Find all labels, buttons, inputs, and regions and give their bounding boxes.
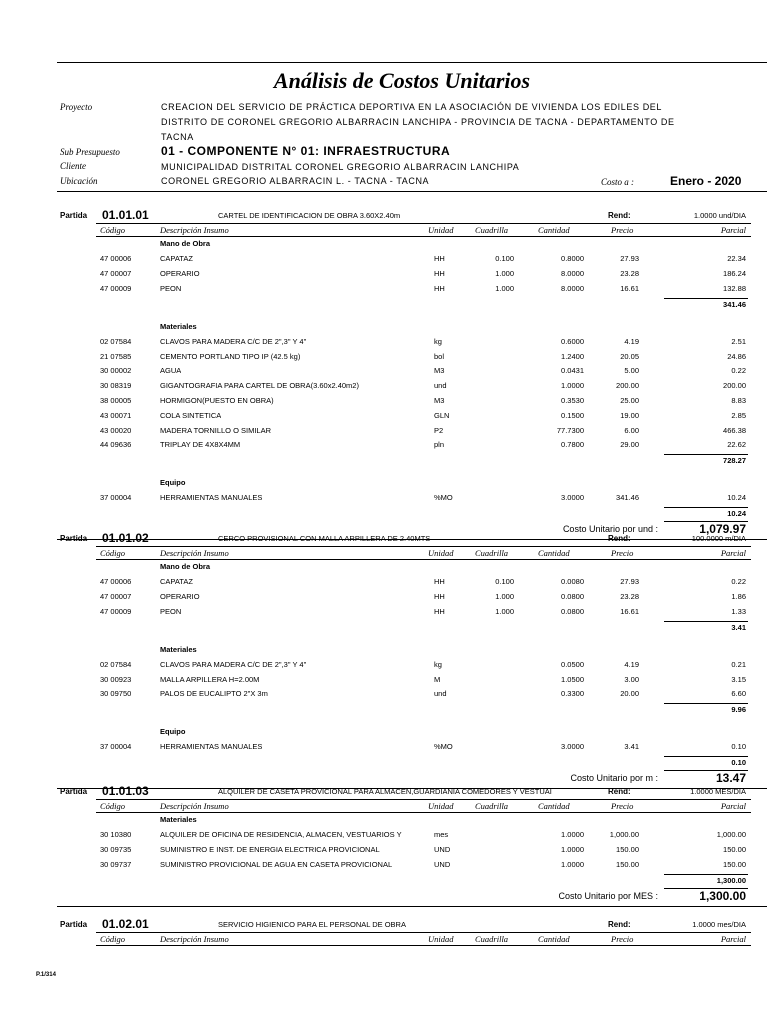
cliente-value: MUNICIPALIDAD DISTRITAL CORONEL GREGORIO ALBARRACIN LANCHIPA bbox=[161, 162, 520, 172]
column-precio: Precio bbox=[611, 548, 634, 558]
insumo-cantidad: 1.0000 bbox=[561, 381, 584, 391]
rend-label: Rend: bbox=[608, 920, 631, 929]
column-precio: Precio bbox=[611, 225, 634, 235]
column-cuadrilla: Cuadrilla bbox=[475, 934, 509, 944]
insumo-parcial: 24.86 bbox=[727, 351, 746, 361]
insumo-cuadrilla: 1.000 bbox=[495, 283, 514, 293]
insumo-unit: M3 bbox=[434, 366, 445, 376]
insumo-description: MALLA ARPILLERA H=2.00M bbox=[160, 674, 260, 684]
insumo-description: HERRAMIENTAS MANUALES bbox=[160, 742, 263, 752]
column-descripcion: Descripción Insumo bbox=[160, 801, 229, 811]
column-precio: Precio bbox=[611, 801, 634, 811]
subpresupuesto-label: Sub Presupuesto bbox=[60, 147, 120, 157]
column-header-top-rule bbox=[96, 799, 751, 800]
partida-description: CARTEL DE IDENTIFICACION DE OBRA 3.60X2.40m bbox=[218, 211, 401, 220]
insumo-description: OPERARIO bbox=[160, 269, 200, 279]
rend-value: 1.0000 mes/DIA bbox=[692, 920, 746, 929]
insumo-parcial: 150.00 bbox=[723, 859, 746, 869]
rend-value: 100.0000 m/DIA bbox=[691, 534, 746, 543]
insumo-description: GIGANTOGRAFIA PARA CARTEL DE OBRA(3.60x2.40m2) bbox=[160, 381, 359, 391]
insumo-description: CAPATAZ bbox=[160, 254, 193, 264]
partida-label: Partida bbox=[60, 211, 88, 220]
insumo-parcial: 1.86 bbox=[731, 592, 746, 602]
column-parcial: Parcial bbox=[720, 934, 746, 944]
partida-label: Partida bbox=[60, 787, 88, 796]
rend-value: 1.0000 MES/DIA bbox=[690, 787, 746, 796]
insumo-parcial: 186.24 bbox=[723, 269, 746, 279]
insumo-cantidad: 8.0000 bbox=[561, 283, 584, 293]
insumo-cantidad: 1.2400 bbox=[561, 351, 584, 361]
subpresupuesto-value: 01 - COMPONENTE N° 01: INFRAESTRUCTURA bbox=[161, 144, 451, 158]
insumo-description: HORMIGON(PUESTO EN OBRA) bbox=[160, 396, 274, 405]
section-title: Materiales bbox=[160, 815, 197, 824]
subtotal-rule bbox=[664, 621, 748, 622]
insumo-description: ALQUILER DE OFICINA DE RESIDENCIA, ALMACEN, VESTUARIOS Y bbox=[160, 830, 402, 840]
insumo-unit: und bbox=[434, 381, 447, 391]
proyecto-line-2: DISTRITO DE CORONEL GREGORIO ALBARRACIN LANCHIPA - PROVINCIA DE TACNA - DEPARTAMENTO DE bbox=[161, 117, 675, 127]
column-cantidad: Cantidad bbox=[538, 548, 570, 558]
unit-cost-value: 1,300.00 bbox=[699, 888, 746, 903]
column-parcial: Parcial bbox=[720, 548, 746, 558]
column-header-bottom-rule bbox=[96, 812, 751, 813]
page-number: P.1/314 bbox=[36, 972, 56, 978]
insumo-code: 47 00007 bbox=[100, 269, 132, 279]
insumo-cantidad: 0.0500 bbox=[561, 659, 584, 669]
top-rule bbox=[57, 62, 767, 63]
proyecto-label: Proyecto bbox=[60, 102, 93, 112]
subtotal-rule bbox=[664, 454, 748, 455]
partida-description: CERCO PROVISIONAL CON MALLA ARPILLERA DE 2.40MTS bbox=[218, 534, 431, 543]
insumo-unit: HH bbox=[434, 606, 445, 616]
insumo-unit: kg bbox=[434, 336, 442, 346]
insumo-precio: 4.19 bbox=[624, 336, 639, 346]
insumo-parcial: 132.88 bbox=[723, 283, 746, 293]
insumo-cantidad: 8.0000 bbox=[561, 269, 584, 279]
insumo-code: 47 00006 bbox=[100, 577, 132, 587]
insumo-parcial: 6.60 bbox=[731, 689, 746, 699]
insumo-code: 47 00009 bbox=[100, 606, 132, 616]
header-bottom-rule bbox=[57, 191, 767, 192]
insumo-cantidad: 3.0000 bbox=[561, 493, 584, 503]
insumo-description: COLA SINTETICA bbox=[160, 410, 222, 420]
insumo-description: CLAVOS PARA MADERA C/C DE 2",3" Y 4" bbox=[160, 336, 307, 346]
insumo-cuadrilla: 0.100 bbox=[495, 577, 514, 587]
insumo-cantidad: 77.7300 bbox=[556, 425, 584, 435]
section-subtotal: 728.27 bbox=[723, 456, 746, 466]
section-title: Materiales bbox=[160, 644, 197, 654]
proyecto-line-3: TACNA bbox=[161, 132, 194, 142]
insumo-precio: 1,000.00 bbox=[609, 830, 639, 840]
insumo-cantidad: 0.0800 bbox=[561, 592, 584, 602]
column-codigo: Código bbox=[100, 801, 126, 811]
insumo-description: SUMINISTRO E INST. DE ENERGIA ELECTRICA PROVICIONAL bbox=[160, 845, 380, 855]
insumo-description: PEON bbox=[160, 283, 182, 293]
column-cuadrilla: Cuadrilla bbox=[475, 548, 509, 558]
unit-cost-value: 13.47 bbox=[715, 770, 746, 785]
unit-cost-label: Costo Unitario por und : bbox=[562, 523, 658, 534]
rend-value: 1.0000 und/DIA bbox=[693, 211, 746, 220]
rend-label: Rend: bbox=[608, 534, 631, 543]
partida-code: 01.02.01 bbox=[102, 917, 149, 931]
insumo-precio: 20.00 bbox=[620, 689, 639, 699]
section-subtotal: 10.24 bbox=[727, 509, 746, 519]
column-cantidad: Cantidad bbox=[538, 225, 570, 235]
costo-a-label: Costo a : bbox=[601, 177, 635, 187]
insumo-cantidad: 0.0431 bbox=[561, 366, 584, 376]
column-header-top-rule bbox=[96, 546, 751, 547]
insumo-description: CLAVOS PARA MADERA C/C DE 2",3" Y 4" bbox=[160, 659, 307, 669]
subtotal-rule bbox=[664, 703, 748, 704]
insumo-description: CEMENTO PORTLAND TIPO IP (42.5 kg) bbox=[160, 351, 301, 361]
section-title: Materiales bbox=[160, 321, 197, 331]
insumo-precio: 27.93 bbox=[620, 577, 639, 587]
column-unidad: Unidad bbox=[428, 801, 454, 811]
section-subtotal: 3.41 bbox=[731, 622, 746, 632]
insumo-parcial: 200.00 bbox=[723, 381, 746, 391]
insumo-unit: HH bbox=[434, 592, 445, 602]
insumo-unit: M3 bbox=[434, 396, 445, 405]
insumo-cantidad: 1.0000 bbox=[561, 845, 584, 855]
document-title: Análisis de Costos Unitarios bbox=[273, 68, 531, 93]
insumo-code: 30 10380 bbox=[100, 830, 132, 840]
insumo-cantidad: 0.0080 bbox=[561, 577, 584, 587]
section-subtotal: 341.46 bbox=[723, 299, 746, 309]
insumo-parcial: 3.15 bbox=[731, 674, 746, 684]
column-cuadrilla: Cuadrilla bbox=[475, 225, 509, 235]
column-unidad: Unidad bbox=[428, 934, 454, 944]
proyecto-line-1: CREACION DEL SERVICIO DE PRÁCTICA DEPORTIVA EN LA ASOCIACIÓN DE VIVIENDA LOS EDILES DEL bbox=[161, 102, 662, 112]
insumo-unit: mes bbox=[434, 830, 449, 840]
ubicacion-value: CORONEL GREGORIO ALBARRACIN L. - TACNA - TACNA bbox=[161, 176, 430, 186]
partida-description: SERVICIO HIGIENICO PARA EL PERSONAL DE OBRA bbox=[218, 920, 406, 929]
insumo-precio: 200.00 bbox=[616, 381, 639, 391]
column-codigo: Código bbox=[100, 548, 126, 558]
section-title: Mano de Obra bbox=[160, 239, 211, 248]
insumo-precio: 3.00 bbox=[624, 674, 639, 684]
insumo-cantidad: 0.0800 bbox=[561, 606, 584, 616]
insumo-parcial: 1.33 bbox=[731, 606, 746, 616]
insumo-description: OPERARIO bbox=[160, 592, 200, 602]
insumo-code: 30 00923 bbox=[100, 674, 132, 684]
insumo-description: HERRAMIENTAS MANUALES bbox=[160, 493, 263, 503]
insumo-precio: 16.61 bbox=[620, 283, 639, 293]
insumo-unit: HH bbox=[434, 269, 445, 279]
insumo-description: AGUA bbox=[160, 366, 182, 376]
insumo-unit: pln bbox=[434, 440, 445, 450]
insumo-precio: 150.00 bbox=[616, 859, 639, 869]
rend-label: Rend: bbox=[608, 787, 631, 796]
fecha-value: Enero - 2020 bbox=[670, 174, 742, 188]
insumo-code: 21 07585 bbox=[100, 351, 132, 361]
column-descripcion: Descripción Insumo bbox=[160, 934, 229, 944]
insumo-cantidad: 0.7800 bbox=[561, 440, 584, 450]
insumo-cantidad: 1.0000 bbox=[561, 859, 584, 869]
insumo-parcial: 0.22 bbox=[731, 366, 746, 376]
insumo-precio: 4.19 bbox=[624, 659, 639, 669]
insumo-code: 02 07584 bbox=[100, 336, 132, 346]
insumo-parcial: 10.24 bbox=[727, 493, 746, 503]
insumo-precio: 341.46 bbox=[616, 493, 639, 503]
section-subtotal: 0.10 bbox=[731, 758, 746, 768]
column-precio: Precio bbox=[611, 934, 634, 944]
insumo-unit: P2 bbox=[434, 425, 444, 435]
insumo-code: 44 09636 bbox=[100, 440, 132, 450]
insumo-code: 30 00002 bbox=[100, 366, 132, 376]
insumo-cantidad: 1.0500 bbox=[561, 674, 584, 684]
unit-cost-label: Costo Unitario por MES : bbox=[558, 890, 658, 901]
insumo-precio: 25.00 bbox=[620, 396, 639, 405]
partida-code: 01.01.01 bbox=[102, 208, 149, 222]
insumo-description: CAPATAZ bbox=[160, 577, 193, 587]
insumo-unit: bol bbox=[434, 351, 445, 361]
insumo-unit: HH bbox=[434, 577, 445, 587]
insumo-code: 43 00020 bbox=[100, 425, 132, 435]
insumo-cuadrilla: 1.000 bbox=[495, 269, 514, 279]
subtotal-rule bbox=[664, 874, 748, 875]
insumo-parcial: 0.10 bbox=[731, 742, 746, 752]
insumo-parcial: 150.00 bbox=[723, 845, 746, 855]
insumo-description: SUMINISTRO PROVICIONAL DE AGUA EN CASETA PROVICIONAL bbox=[160, 859, 393, 869]
insumo-code: 30 09737 bbox=[100, 859, 132, 869]
column-descripcion: Descripción Insumo bbox=[160, 548, 229, 558]
subtotal-rule bbox=[664, 756, 748, 757]
insumo-unit: kg bbox=[434, 659, 442, 669]
insumo-code: 30 09735 bbox=[100, 845, 132, 855]
insumo-precio: 29.00 bbox=[620, 440, 639, 450]
insumo-parcial: 2.85 bbox=[731, 410, 746, 420]
partida-code: 01.01.03 bbox=[102, 784, 149, 798]
insumo-precio: 16.61 bbox=[620, 606, 639, 616]
insumo-precio: 27.93 bbox=[620, 254, 639, 264]
partida-label: Partida bbox=[60, 534, 88, 543]
partida-code: 01.01.02 bbox=[102, 531, 149, 545]
partida-separator bbox=[57, 906, 767, 907]
insumo-code: 47 00006 bbox=[100, 254, 132, 264]
insumo-precio: 19.00 bbox=[620, 410, 639, 420]
column-codigo: Código bbox=[100, 225, 126, 235]
unit-cost-label: Costo Unitario por m : bbox=[570, 772, 658, 783]
section-subtotal: 1,300.00 bbox=[716, 875, 746, 885]
insumo-cantidad: 0.3530 bbox=[561, 396, 584, 405]
insumo-cantidad: 0.8000 bbox=[561, 254, 584, 264]
insumo-description: PALOS DE EUCALIPTO 2"X 3m bbox=[160, 689, 268, 699]
insumo-code: 37 00004 bbox=[100, 742, 132, 752]
column-cantidad: Cantidad bbox=[538, 801, 570, 811]
insumo-cantidad: 3.0000 bbox=[561, 742, 584, 752]
insumo-cuadrilla: 1.000 bbox=[495, 606, 514, 616]
insumo-unit: %MO bbox=[434, 742, 453, 752]
column-unidad: Unidad bbox=[428, 225, 454, 235]
insumo-cantidad: 0.3300 bbox=[561, 689, 584, 699]
section-subtotal: 9.96 bbox=[731, 705, 746, 715]
insumo-parcial: 22.34 bbox=[727, 254, 746, 264]
insumo-precio: 23.28 bbox=[620, 592, 639, 602]
insumo-unit: HH bbox=[434, 254, 445, 264]
column-header-top-rule bbox=[96, 223, 751, 224]
insumo-parcial: 0.21 bbox=[731, 659, 746, 669]
partida-description: ALQUILER DE CASETA PROVICIONAL PARA ALMACEN,GUARDIANIA COMEDORES Y VESTUAI bbox=[218, 787, 552, 796]
column-parcial: Parcial bbox=[720, 225, 746, 235]
column-descripcion: Descripción Insumo bbox=[160, 225, 229, 235]
partida-label: Partida bbox=[60, 920, 88, 929]
insumo-parcial: 1,000.00 bbox=[716, 830, 746, 840]
insumo-unit: HH bbox=[434, 283, 445, 293]
insumo-cuadrilla: 0.100 bbox=[495, 254, 514, 264]
insumo-parcial: 0.22 bbox=[731, 577, 746, 587]
insumo-code: 02 07584 bbox=[100, 659, 132, 669]
insumo-description: PEON bbox=[160, 606, 182, 616]
insumo-cantidad: 1.0000 bbox=[561, 830, 584, 840]
column-header-top-rule bbox=[96, 932, 751, 933]
column-header-bottom-rule bbox=[96, 236, 751, 237]
insumo-precio: 150.00 bbox=[616, 845, 639, 855]
column-header-bottom-rule bbox=[96, 945, 751, 946]
insumo-precio: 5.00 bbox=[624, 366, 639, 376]
insumo-unit: UND bbox=[434, 845, 451, 855]
section-title: Mano de Obra bbox=[160, 562, 211, 571]
insumo-parcial: 8.83 bbox=[731, 396, 746, 405]
rend-label: Rend: bbox=[608, 211, 631, 220]
column-cuadrilla: Cuadrilla bbox=[475, 801, 509, 811]
insumo-code: 38 00005 bbox=[100, 396, 132, 405]
insumo-unit: und bbox=[434, 689, 447, 699]
insumo-cuadrilla: 1.000 bbox=[495, 592, 514, 602]
insumo-cantidad: 0.6000 bbox=[561, 336, 584, 346]
column-parcial: Parcial bbox=[720, 801, 746, 811]
column-codigo: Código bbox=[100, 934, 126, 944]
section-title: Equipo bbox=[160, 727, 186, 736]
insumo-code: 30 09750 bbox=[100, 689, 132, 699]
insumo-unit: GLN bbox=[434, 410, 450, 420]
insumo-precio: 6.00 bbox=[624, 425, 639, 435]
insumo-code: 30 08319 bbox=[100, 381, 132, 391]
insumo-unit: M bbox=[434, 674, 441, 684]
cliente-label: Cliente bbox=[60, 161, 86, 171]
insumo-unit: UND bbox=[434, 859, 451, 869]
insumo-description: TRIPLAY DE 4X8X4MM bbox=[160, 440, 241, 450]
column-cantidad: Cantidad bbox=[538, 934, 570, 944]
section-title: Equipo bbox=[160, 478, 186, 487]
insumo-code: 43 00071 bbox=[100, 410, 132, 420]
unit-cost-value: 1,079.97 bbox=[699, 521, 746, 536]
insumo-parcial: 22.62 bbox=[727, 440, 746, 450]
insumo-parcial: 466.38 bbox=[723, 425, 746, 435]
column-unidad: Unidad bbox=[428, 548, 454, 558]
insumo-precio: 20.05 bbox=[620, 351, 639, 361]
insumo-code: 47 00009 bbox=[100, 283, 132, 293]
insumo-code: 47 00007 bbox=[100, 592, 132, 602]
insumo-parcial: 2.51 bbox=[731, 336, 746, 346]
insumo-description: MADERA TORNILLO O SIMILAR bbox=[160, 425, 272, 435]
insumo-precio: 3.41 bbox=[624, 742, 639, 752]
insumo-cantidad: 0.1500 bbox=[561, 410, 584, 420]
ubicacion-label: Ubicación bbox=[60, 176, 98, 186]
insumo-unit: %MO bbox=[434, 493, 453, 503]
subtotal-rule bbox=[664, 507, 748, 508]
insumo-code: 37 00004 bbox=[100, 493, 132, 503]
column-header-bottom-rule bbox=[96, 559, 751, 560]
insumo-precio: 23.28 bbox=[620, 269, 639, 279]
subtotal-rule bbox=[664, 298, 748, 299]
